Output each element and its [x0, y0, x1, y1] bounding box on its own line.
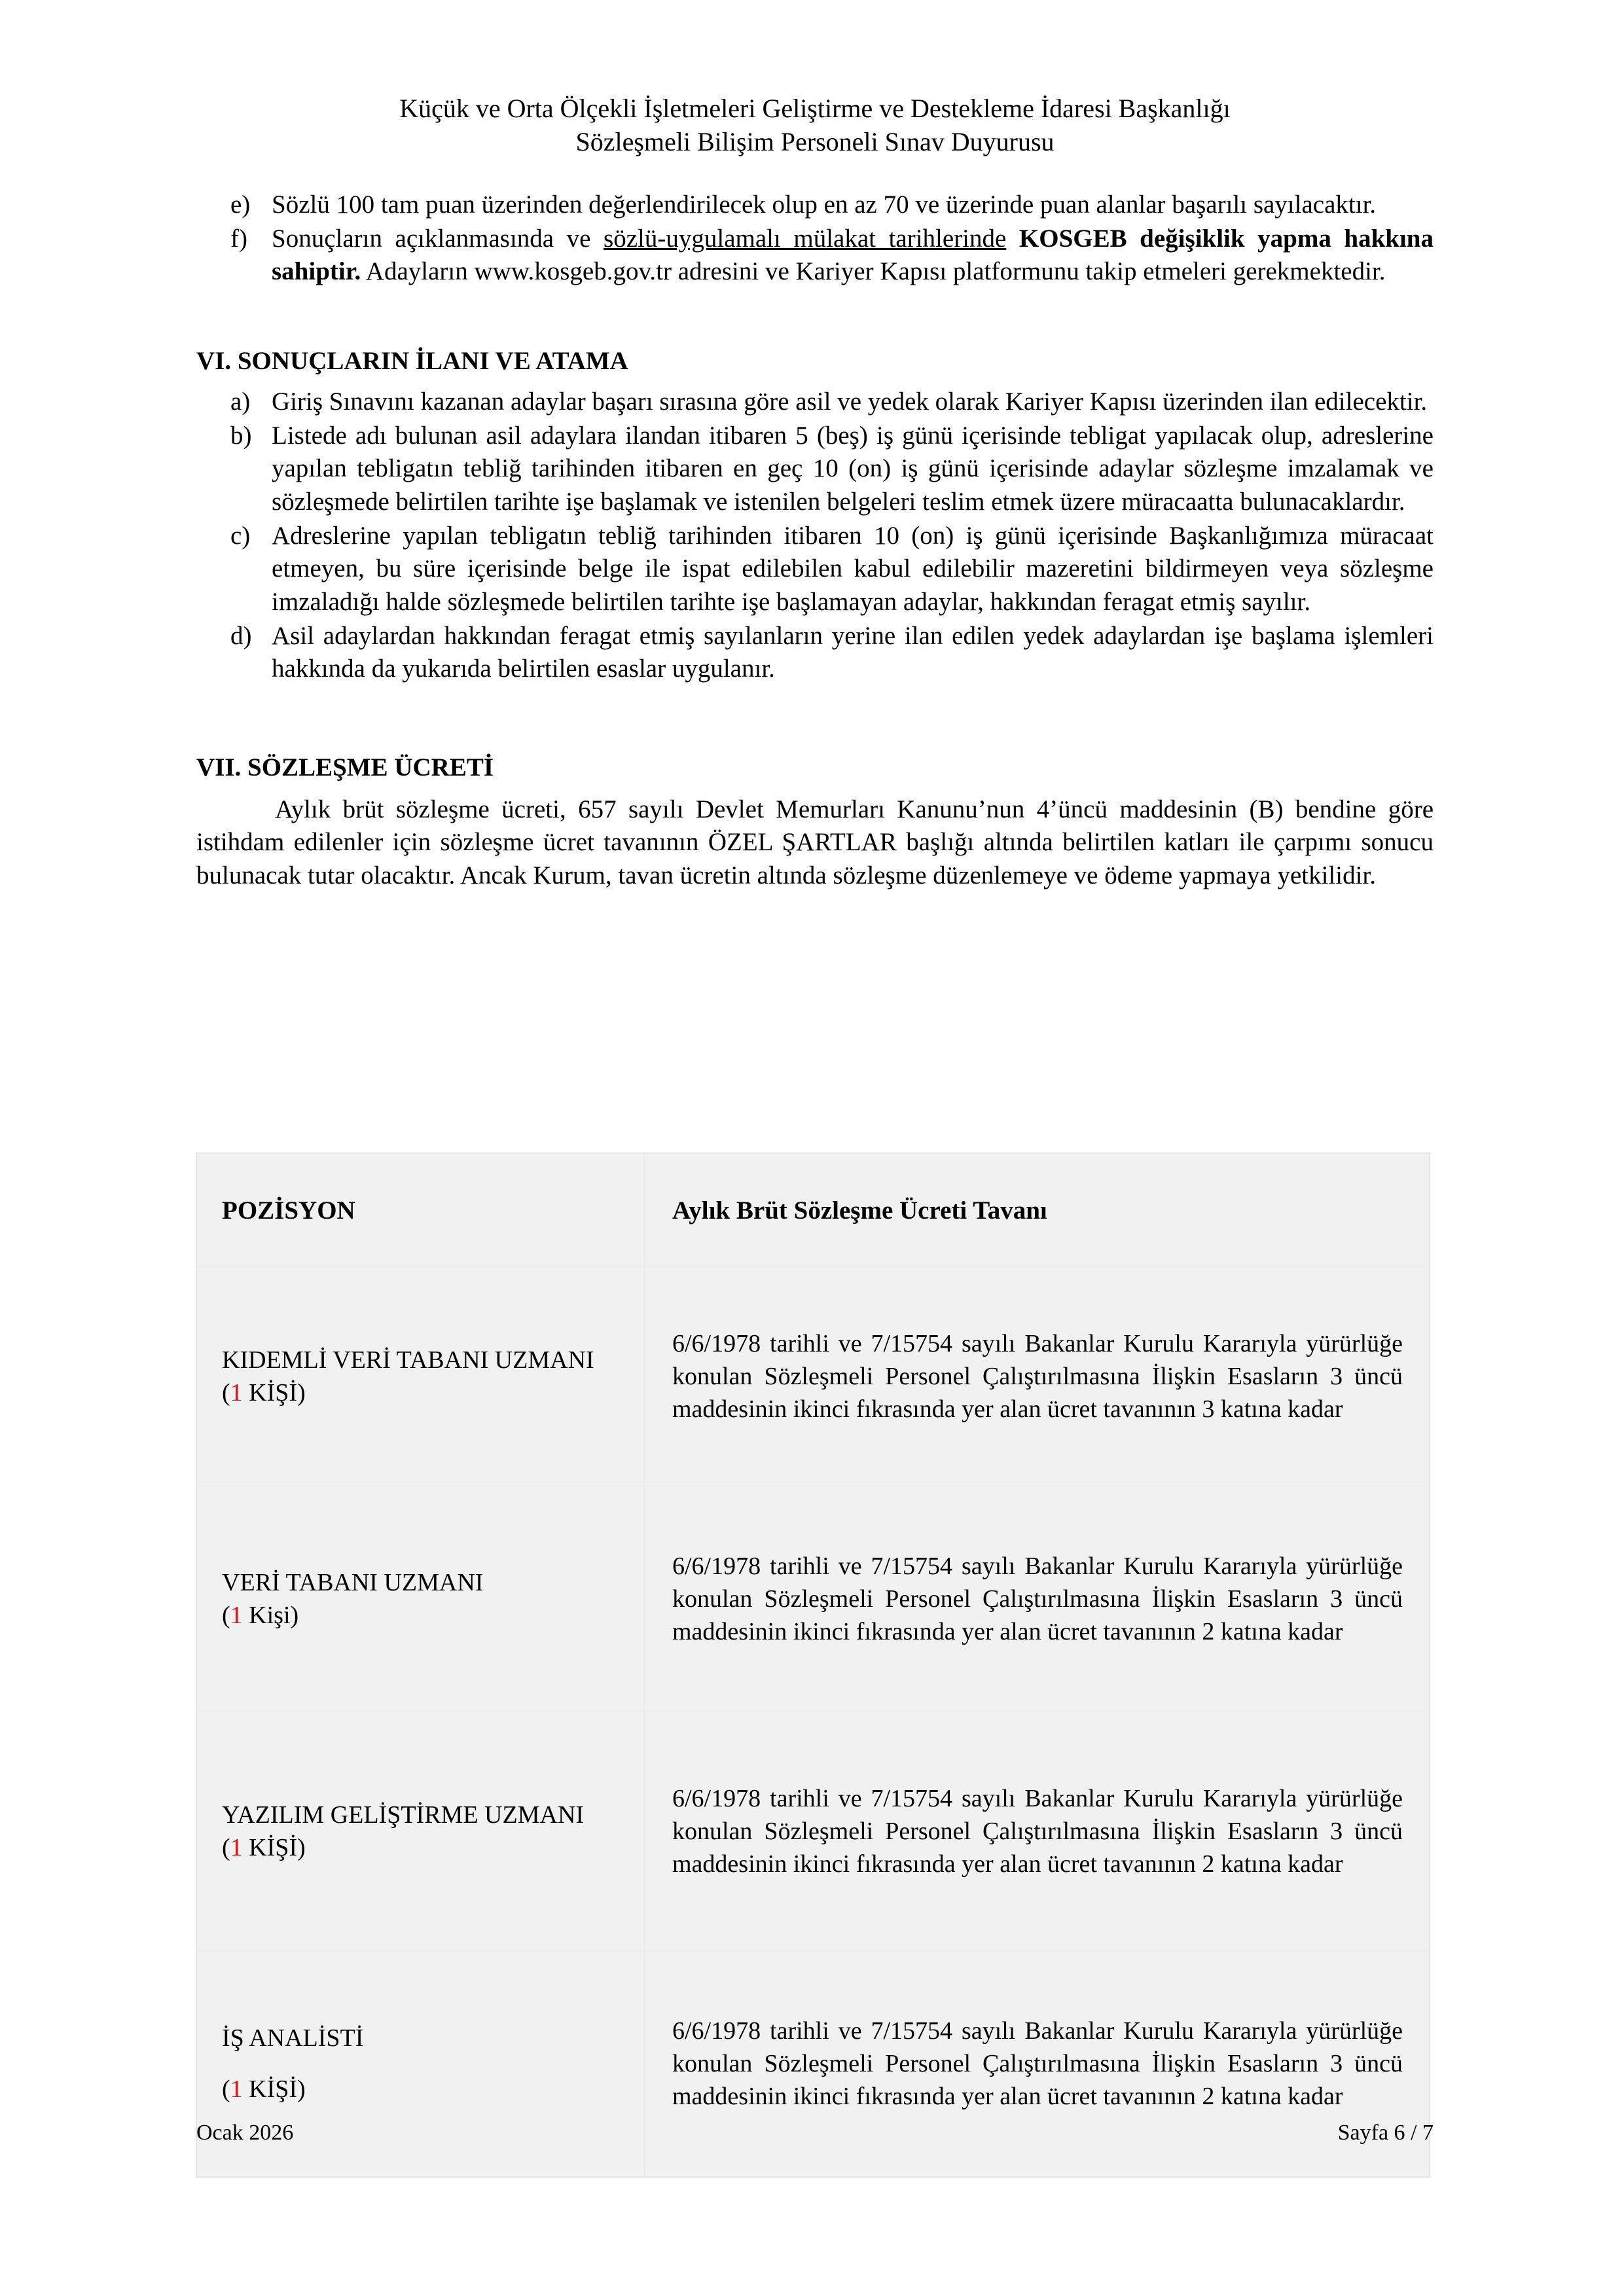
fee-table-container: [196, 1153, 1430, 2177]
count-unit: KİŞİ): [242, 1834, 306, 1861]
list-item-text: Listede adı bulunan asil adaylara ilandan itibaren 5 (beş) iş günü içerisinde tebligat yapılacak olup, adreslerine yapılan tebligatın tebliğ tarihinden itibaren en geç 10 (on) iş günü içerisinde adaylar sözleşme imzalamak ve sözleşmede belirtilen tarihte işe başlamak ve istenilen belgeleri teslim etmek üzere müracaatta bulunacaklardır.: [272, 421, 1434, 516]
count-unit: Kişi): [242, 1602, 299, 1629]
footer-page-number: Sayfa 6 / 7: [1337, 2121, 1434, 2145]
count-paren-open: (: [222, 1834, 230, 1861]
column-header-position: POZİSYON: [197, 1154, 645, 1267]
list-marker: c): [230, 521, 251, 550]
count-number: 1: [230, 1834, 243, 1861]
cell-position: [197, 1486, 645, 1712]
list-marker: d): [230, 621, 252, 650]
list-item: [196, 520, 1434, 619]
document-body: [196, 188, 1434, 893]
count-unit: KİŞİ): [242, 2075, 306, 2103]
document-header: [196, 92, 1434, 158]
text-run-plain-2: Adayların www.kosgeb.gov.tr adresini ve Kariyer Kapısı platformunu takip etmeleri gerekmektedir.: [361, 257, 1386, 286]
list-item: [196, 420, 1434, 519]
position-name: İŞ ANALİSTİ: [222, 2024, 364, 2052]
list-marker: e): [230, 190, 251, 219]
table-row: [197, 1267, 1430, 1486]
section-vii-heading: VII. SÖZLEŞME ÜCRETİ: [196, 753, 494, 781]
position-name: VERİ TABANI UZMANI: [222, 1568, 484, 1596]
spacer: [196, 289, 1434, 346]
section-vi-list: [196, 386, 1434, 686]
table-header-row: [197, 1154, 1430, 1267]
column-header-fee-ceiling: Aylık Brüt Sözleşme Ücreti Tavanı: [645, 1154, 1430, 1267]
list-item: [196, 188, 1434, 222]
list-item-text: Giriş Sınavını kazanan adaylar başarı sırasına göre asil ve yedek olarak Kariyer Kapısı üzerinden ilan edilecektir.: [272, 387, 1428, 416]
text-run-plain: Sonuçların açıklanmasında ve: [272, 224, 604, 253]
table-row: [197, 1712, 1430, 1951]
position-name: YAZILIM GELİŞTİRME UZMANI: [222, 1801, 585, 1829]
position-count: [222, 1599, 624, 1632]
count-paren-open: (: [222, 1602, 230, 1629]
section-vii-paragraph: Aylık brüt sözleşme ücreti, 657 sayılı Devlet Memurları Kanunu’nun 4’üncü maddesinin (B) bendine göre istihdam edilenler için sözleşme ücret tavanının ÖZEL ŞARTLAR başlığı altında belirtilen katları ile çarpımı sonucu bulunacak tutar olacaktır. Ancak Kurum, tavan ücretin altında sözleşme düzenlemeye ve ödeme yapmaya yetkilidir.: [196, 795, 1434, 890]
count-unit: KİŞİ): [242, 1379, 306, 1407]
list-item-text: Adreslerine yapılan tebligatın tebliğ tarihinden itibaren 10 (on) iş günü içerisinde Başkanlığımıza müracaat etmeyen, bu süre içerisinde belge ile ispat edilebilen kabul edilebilir mazeretini bildirmeyen veya sözleşme imzaladığı halde sözleşmede belirtilen tarihte işe başlamayan adaylar, hakkından feragat etmiş sayılır.: [272, 521, 1434, 616]
cell-fee-ceiling: 6/6/1978 tarihli ve 7/15754 sayılı Bakanlar Kurulu Kararıyla yürürlüğe konulan Sözleşmeli Personel Çalıştırılmasına İlişkin Esasların 3 üncü maddesinin ikinci fıkrasında yer alan ücret tavanının 2 katına kadar: [645, 1486, 1430, 1712]
count-number: 1: [230, 2075, 243, 2103]
list-item-text: Sözlü 100 tam puan üzerinden değerlendirilecek olup en az 70 ve üzerinde puan alanlar başarılı sayılacaktır.: [272, 190, 1377, 219]
continued-list: [196, 188, 1434, 289]
text-run-bold: KOSGEB değişiklik yapma hakkına sahiptir.: [272, 224, 1434, 286]
list-marker: b): [230, 421, 252, 450]
spacer: [196, 687, 1434, 752]
spacer: [196, 378, 1434, 386]
spacer: [196, 784, 1434, 793]
header-line-1: Küçük ve Orta Ölçekli İşletmeleri Geliştirme ve Destekleme İdaresi Başkanlığı: [399, 94, 1231, 123]
count-paren-open: (: [222, 1379, 230, 1407]
list-item-text: Asil adaylardan hakkından feragat etmiş sayılanların yerine ilan edilen yedek adaylardan işe başlama işlemleri hakkında da yukarıda belirtilen esaslar uygulanır.: [272, 621, 1434, 683]
cell-fee-ceiling: 6/6/1978 tarihli ve 7/15754 sayılı Bakanlar Kurulu Kararıyla yürürlüğe konulan Sözleşmeli Personel Çalıştırılmasına İlişkin Esasların 3 üncü maddesinin ikinci fıkrasında yer alan ücret tavanının 2 katına kadar: [645, 1951, 1430, 2177]
position-count: [222, 2073, 624, 2106]
header-line-2: Sözleşmeli Bilişim Personeli Sınav Duyurusu: [575, 127, 1055, 157]
list-item: [196, 223, 1434, 289]
cell-fee-ceiling: 6/6/1978 tarihli ve 7/15754 sayılı Bakanlar Kurulu Kararıyla yürürlüğe konulan Sözleşmeli Personel Çalıştırılmasına İlişkin Esasların 3 üncü maddesinin ikinci fıkrasında yer alan ücret tavanının 3 katına kadar: [645, 1267, 1430, 1486]
list-marker: a): [230, 387, 251, 416]
cell-position: [197, 1267, 645, 1486]
position-name: KIDEMLİ VERİ TABANI UZMANI: [222, 1346, 594, 1374]
position-count: [222, 1376, 624, 1409]
fee-table: [196, 1153, 1430, 2177]
cell-fee-ceiling: 6/6/1978 tarihli ve 7/15754 sayılı Bakanlar Kurulu Kararıyla yürürlüğe konulan Sözleşmeli Personel Çalıştırılmasına İlişkin Esasların 3 üncü maddesinin ikinci fıkrasında yer alan ücret tavanının 2 katına kadar: [645, 1712, 1430, 1951]
fee-table-head: [197, 1154, 1430, 1267]
footer-date: Ocak 2026: [196, 2121, 294, 2145]
list-item: [196, 386, 1434, 419]
list-item: [196, 620, 1434, 686]
text-run-underlined: sözlü-uygulamalı mülakat tarihlerinde: [604, 224, 1007, 253]
list-item-text: [272, 223, 1434, 289]
position-count: [222, 1831, 624, 1864]
fee-table-body: [197, 1267, 1430, 2177]
list-marker: f): [230, 224, 247, 253]
count-number: 1: [230, 1602, 243, 1629]
table-row: [197, 1486, 1430, 1712]
count-number: 1: [230, 1379, 243, 1407]
document-footer: [196, 2121, 1434, 2145]
count-paren-open: (: [222, 2075, 230, 2103]
cell-position: [197, 1712, 645, 1951]
section-vi-heading: VI. SONUÇLARIN İLANI VE ATAMA: [196, 347, 628, 376]
